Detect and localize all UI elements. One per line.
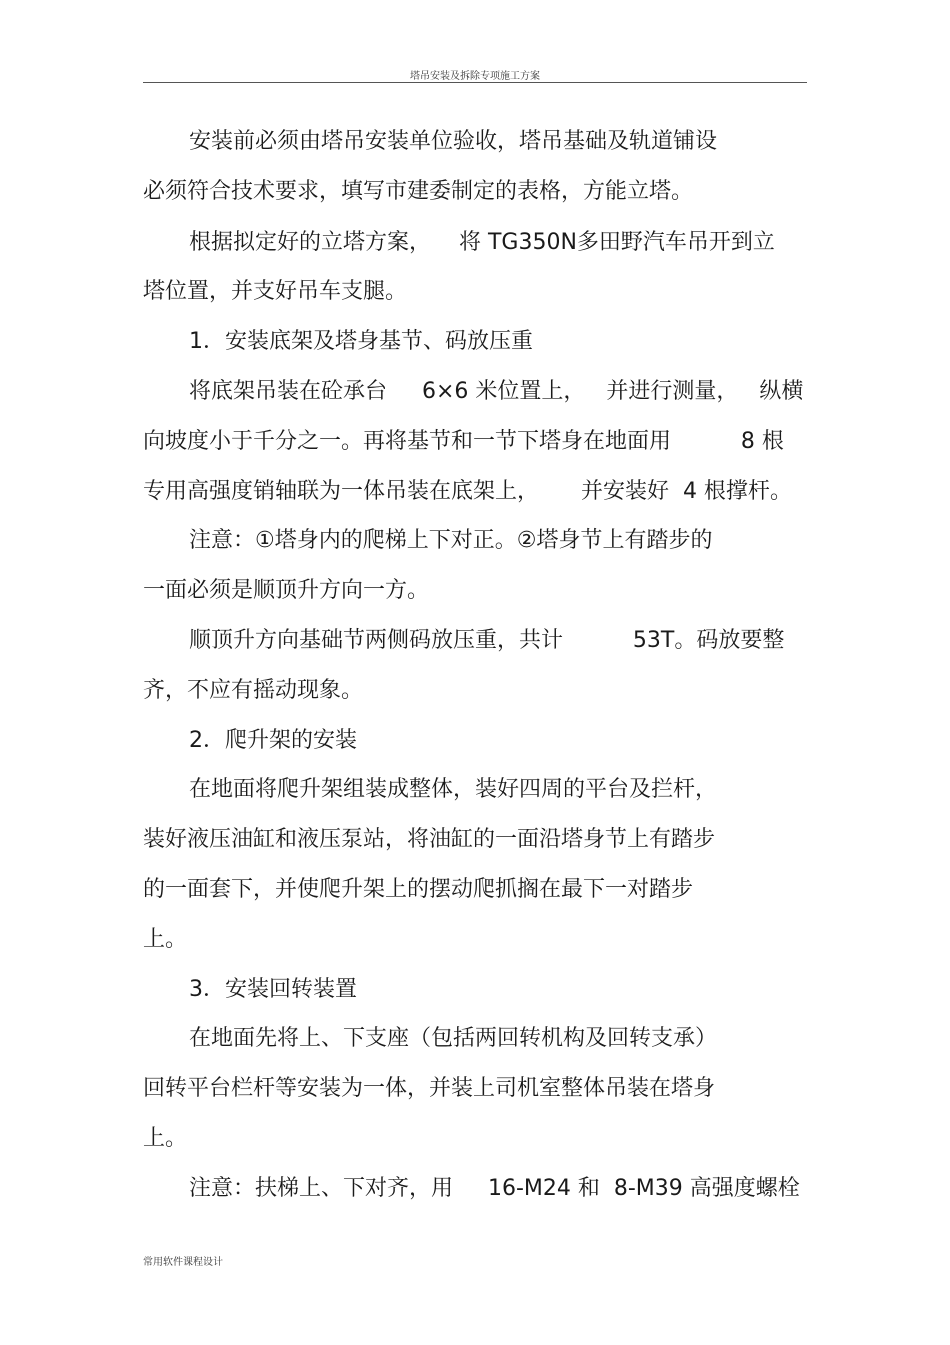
header-rule (143, 82, 807, 83)
section-heading: 1．安装底架及塔身基节、码放压重 (189, 329, 533, 354)
body-line: 顺顶升方向基础节两侧码放压重，共计 53T。码放要整 (189, 628, 785, 653)
body-line: 安装前必须由塔吊安装单位验收，塔吊基础及轨道铺设 (189, 129, 718, 154)
body-line: 塔位置，并支好吊车支腿。 (143, 279, 408, 304)
body-line: 回转平台栏杆等安装为一体，并装上司机室整体吊装在塔身 (143, 1076, 716, 1101)
section-heading: 3．安装回转装置 (189, 977, 357, 1002)
body-line: 上。 (143, 927, 188, 952)
body-line: 注意：①塔身内的爬梯上下对正。②塔身节上有踏步的 (189, 528, 713, 553)
running-footer: 常用软件课程设计 (143, 1257, 223, 1268)
body-line: 一面必须是顺顶升方向一方。 (143, 578, 430, 603)
body-line: 在地面将爬升架组装成整体，装好四周的平台及拦杆， (189, 777, 718, 802)
section-heading: 2．爬升架的安装 (189, 728, 357, 753)
body-line: 装好液压油缸和液压泵站，将油缸的一面沿塔身节上有踏步 (143, 827, 716, 852)
body-line: 向坡度小于千分之一。再将基节和一节下塔身在地面用 8 根 (143, 429, 784, 454)
body-line: 将底架吊装在砼承台 6×6 米位置上， 并进行测量， 纵横 (189, 379, 804, 404)
body-line: 必须符合技术要求，填写市建委制定的表格，方能立塔。 (143, 179, 694, 204)
body-line: 齐，不应有摇动现象。 (143, 678, 364, 703)
body-line: 上。 (143, 1126, 188, 1151)
body-line: 根据拟定好的立塔方案， 将 TG350N多田野汽车吊开到立 (189, 230, 775, 255)
body-line: 注意：扶梯上、下对齐，用 16-M24 和 8-M39 高强度螺栓 (189, 1176, 800, 1201)
body-line: 的一面套下，并使爬升架上的摆动爬抓搁在最下一对踏步 (143, 877, 694, 902)
body-line: 专用高强度销轴联为一体吊装在底架上， 并安装好 4 根撑杆。 (143, 479, 792, 504)
body-line: 在地面先将上、下支座（包括两回转机构及回转支承） (189, 1026, 718, 1051)
running-header: 塔吊安装及拆除专项施工方案 (410, 71, 540, 82)
